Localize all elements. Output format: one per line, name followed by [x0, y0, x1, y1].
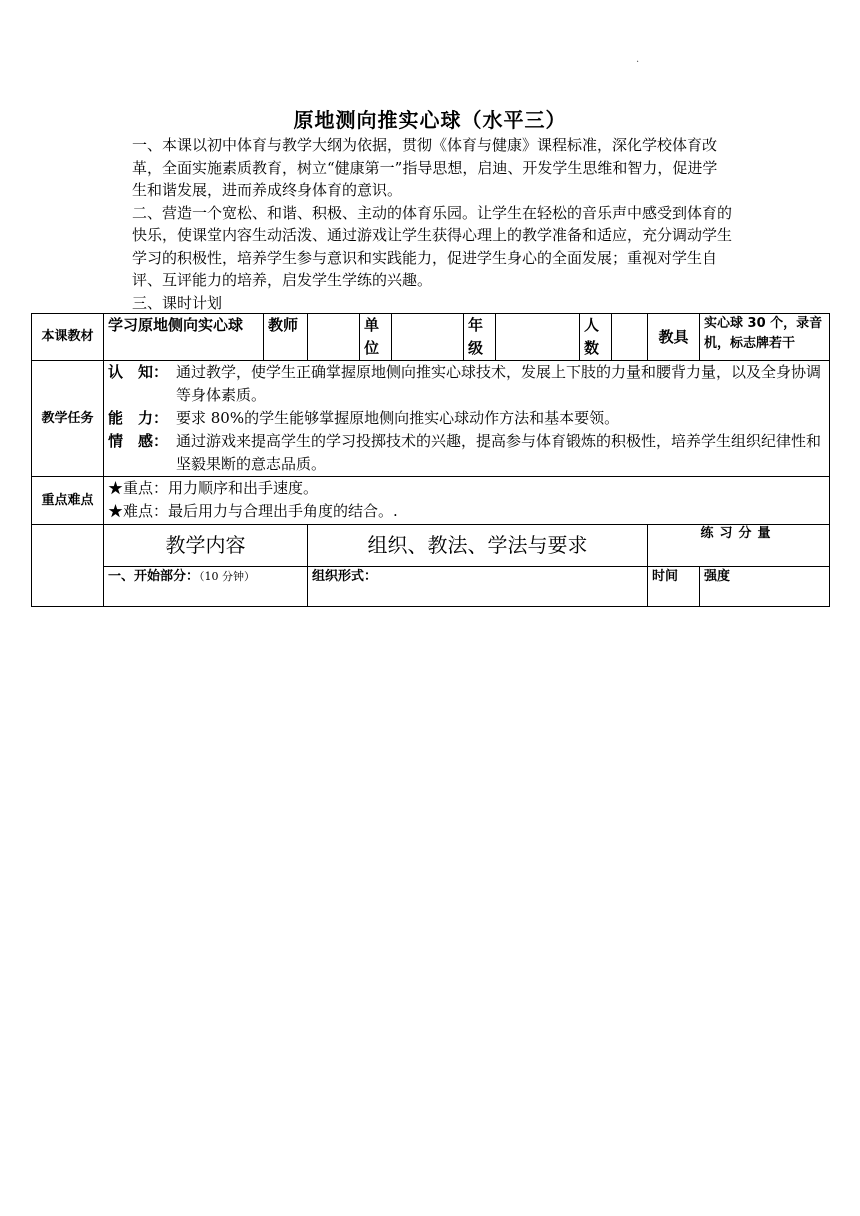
header-mark: . [636, 54, 640, 65]
teacher-value [308, 314, 360, 361]
content-header-row [32, 525, 830, 567]
material-label: 本课教材 [32, 314, 104, 361]
equipment-value: 实心球 30 个，录音机，标志牌若干 [700, 314, 830, 361]
start-part-duration: （10 分钟） [199, 570, 256, 583]
teacher-label: 教师 [264, 314, 308, 361]
task-cognition-text: 通过教学，使学生正确掌握原地侧向推实心球技术，发展上下肢的力量和腰背力量，以及全身协调等身体素质。 [176, 363, 822, 404]
intro-paragraph-2: 二、营造一个宽松、和谐、积极、主动的体育乐园。让学生在轻松的音乐声中感受到体育的快乐，使课堂内容生动活泼、通过游戏让学生获得心理上的教学准备和适应，充分调动学生学习的积极性，培养学生参与意识和实践能力，促进学生身心的全面发展；重视对学生自评、互评能力的培养，启发学生学练的兴趣。 [132, 203, 733, 289]
content-heading: 教学内容 [104, 525, 308, 567]
task-emotion [108, 430, 825, 476]
method-heading: 组织、教法、学法与要求 [308, 525, 648, 567]
intro-paragraph-3: 三、课时计划 [132, 293, 223, 312]
intro-section [132, 134, 732, 314]
key-points-content [104, 477, 830, 525]
material-row [32, 314, 830, 361]
task-emotion-text: 通过游戏来提高学生的学习投掷技术的兴趣，提高参与体育锻炼的积极性，培养学生组织纪律性和坚毅果断的意志品质。 [176, 432, 822, 473]
key-points-row [32, 477, 830, 525]
unit-value [392, 314, 464, 361]
time-label: 时间 [648, 567, 700, 607]
task-cognition [108, 361, 825, 407]
practice-heading: 练习分量 [648, 525, 830, 567]
start-row [32, 567, 830, 607]
task-ability [108, 407, 825, 430]
blank-left-cell [32, 525, 104, 607]
count-value [612, 314, 648, 361]
task-cognition-label: 认 知： [108, 363, 169, 381]
key-point-difficulty: ★难点：最后用力与合理出手角度的结合。. [108, 502, 398, 520]
organization-label: 组织形式： [308, 567, 648, 607]
count-label: 人数 [580, 314, 612, 361]
equipment-label: 教具 [648, 314, 700, 361]
task-ability-label: 能 力： [108, 409, 169, 427]
material-value: 学习原地侧向实心球 [104, 314, 264, 361]
tasks-content [104, 361, 830, 477]
intensity-label: 强度 [700, 567, 830, 607]
grade-label: 年级 [464, 314, 496, 361]
tasks-row [32, 361, 830, 477]
start-part-cell [104, 567, 308, 607]
lesson-plan-table [31, 313, 830, 607]
task-ability-text: 要求 80%的学生能够掌握原地侧向推实心球动作方法和基本要领。 [176, 409, 620, 427]
tasks-label: 教学任务 [32, 361, 104, 477]
unit-label: 单位 [360, 314, 392, 361]
key-points-label: 重点难点 [32, 477, 104, 525]
start-part-label: 一、开始部分： [108, 569, 200, 584]
intro-paragraph-1: 一、本课以初中体育与教学大纲为依据，贯彻《体育与健康》课程标准，深化学校体育改革，全面实施素质教育，树立“健康第一”指导思想，启迪、开发学生思维和智力，促进学生和谐发展，进而养成终身体育的意识。 [132, 136, 718, 199]
task-emotion-label: 情 感： [108, 432, 169, 450]
key-point-focus: ★重点：用力顺序和出手速度。 [108, 479, 319, 497]
page-title: 原地测向推实心球（水平三） [293, 108, 567, 132]
grade-value [496, 314, 580, 361]
